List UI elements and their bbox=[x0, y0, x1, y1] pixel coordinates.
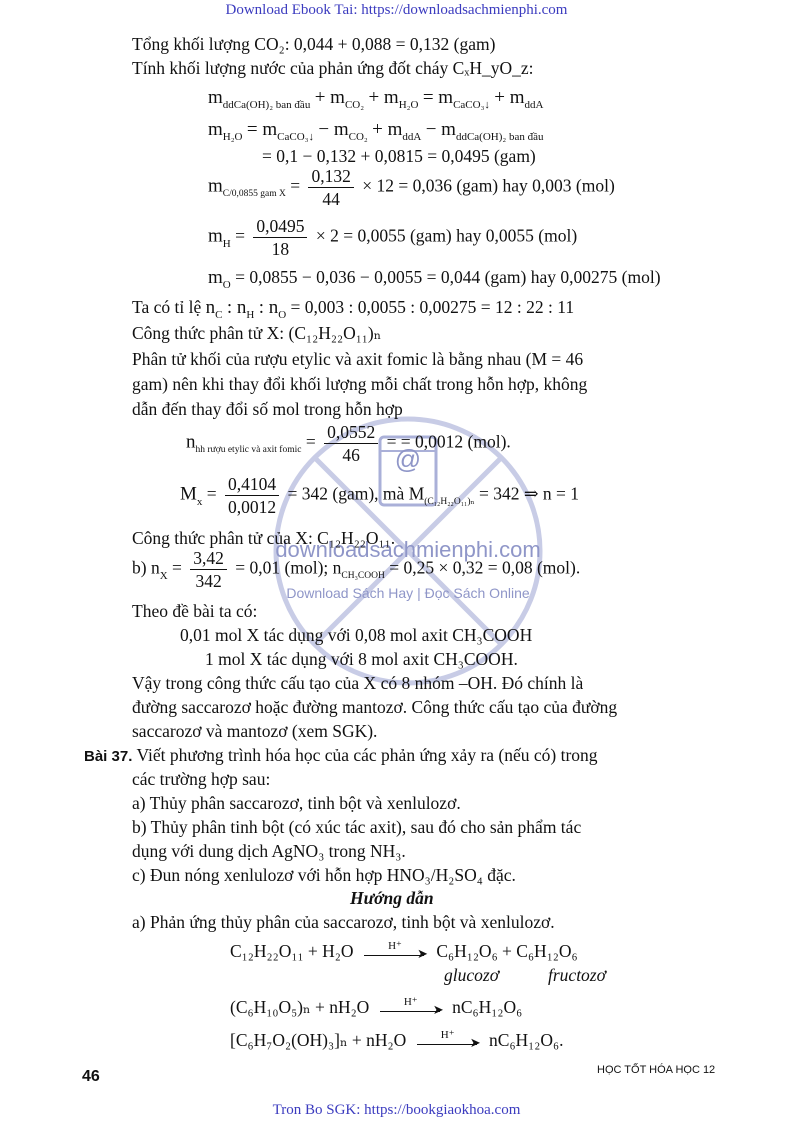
part-b-moles: b) $n_X$ = $\frac{3,42}{342}$ = 0,01 (mol); $n_{CH_3COOH} = 0,25 \times 0,32 = 0,08$ (mol). bbox=[132, 548, 581, 591]
download-header: Download Ebook Tai: https://downloadsachmienphi.com bbox=[225, 2, 568, 18]
conclusion-line-3: saccarozơ và mantozơ (xem SGK). bbox=[132, 721, 378, 741]
co2-total: Tổng khối lượng CO₂: 0,044 + 0,088 = 0,132 (gam) bbox=[132, 34, 496, 54]
guide-heading: Hướng dẫn bbox=[350, 888, 434, 908]
mixture-fraction: $\frac{0,0552}{46}$ bbox=[324, 422, 378, 465]
theo-de-bai: Theo đề bài ta có: bbox=[132, 601, 258, 621]
watermark-site: downloadsachmienphi.com bbox=[275, 537, 541, 562]
answer-a-intro: a) Phản ứng thủy phân của saccarozơ, tinh bột và xenlulozơ. bbox=[132, 912, 555, 932]
label-glucozo: glucozơ bbox=[444, 965, 500, 985]
carbon-mass-equation: $m_{C/0,0855 gam X}$ = $\frac{0,132}{44}$ × 12 = 0,036 (gam) hay 0,003 (mol) bbox=[208, 166, 615, 209]
exercise-37-cont: các trường hợp sau: bbox=[132, 769, 271, 789]
carbon-fraction: $\frac{0,132}{44}$ bbox=[308, 166, 353, 209]
reaction-arrow: H⁺ ➤ bbox=[380, 1003, 442, 1015]
hydrogen-mass-equation: $m_H$ = $\frac{0,0495}{18}$ × 2 = 0,0055 (gam) hay 0,0055 (mol) bbox=[208, 216, 578, 259]
watermark-glyph: @ bbox=[394, 444, 422, 474]
download-footer: Tron Bo SGK: https://bookgiaokhoa.com bbox=[272, 1102, 521, 1118]
water-mass-intro: Tính khối lượng nước của phản ứng đốt cháy CₓH_yO_z: bbox=[132, 58, 534, 78]
reaction-arrow: H⁺ ➤ bbox=[364, 947, 426, 959]
mole-ratio: Ta có tỉ lệ $n_C$ : $n_H$ : $n_O = 0,003$ : 0,0055 : 0,00275 = 12 : 22 : 11 bbox=[132, 297, 575, 321]
question-b-line-2: dụng với dung dịch AgNO₃ trong NH₃. bbox=[132, 841, 406, 861]
equation-water-mass: $m_{H_2O} = m_{CaCO_3↓} - m_{CO_2} + m_{ddA} - m_{ddCa(OH)_2 ban đầu}$ bbox=[208, 119, 544, 143]
molar-mass-equation: $M_x$ = $\frac{0,4104}{0,0012}$ = 342 (gam), mà $M_{(C_{12}H_{22}O_{11})_n} = 342$ ⇒ n = 1 bbox=[180, 474, 580, 517]
equation-mass-balance: $m_{ddCa(OH)_2 ban đầu} + m_{CO_2} + m_{H_2O} = m_{CaCO_3↓} + m_{ddA}$ bbox=[208, 87, 544, 111]
reaction-starch: (C₆H₁₀O₅)ₙ + nH₂O H⁺ ➤ nC₆H₁₂O₆ bbox=[230, 995, 523, 1018]
reaction-cellulose: [C₆H₇O₂(OH)₃]ₙ + nH₂O H⁺ ➤ nC₆H₁₂O₆. bbox=[230, 1028, 564, 1051]
watermark-tagline: Download Sách Hay | Đọc Sách Online bbox=[286, 585, 530, 601]
conclusion-line-2: đường saccarozơ hoặc đường mantozơ. Công thức cấu tạo của đường bbox=[132, 697, 618, 717]
exercise-37-heading: Bài 37. Viết phương trình hóa học của các phản ứng xảy ra (nếu có) trong bbox=[84, 745, 598, 765]
molar-mass-fraction: $\frac{0,4104}{0,0012}$ bbox=[225, 474, 279, 517]
reaction-sucrose: C₁₂H₂₂O₁₁ + H₂O H⁺ ➤ C₆H₁₂O₆ + C₆H₁₂O₆ bbox=[230, 939, 578, 962]
question-b-line-1: b) Thủy phân tinh bột (có xúc tác axit), sau đó cho sản phẩm tác bbox=[132, 817, 582, 837]
paragraph-line-3: dẫn đến thay đổi số mol trong hỗn hợp bbox=[132, 399, 403, 419]
running-title: HỌC TỐT HÓA HỌC 12 bbox=[597, 1064, 716, 1076]
hydrogen-fraction: $\frac{0,0495}{18}$ bbox=[253, 216, 307, 259]
question-c: c) Đun nóng xenlulozơ với hỗn hợp HNO₃/H₂SO₄ đặc. bbox=[132, 865, 516, 885]
page-number: 46 bbox=[82, 1068, 100, 1085]
conclusion-line-1: Vậy trong công thức cấu tạo của X có 8 nhóm –OH. Đó chính là bbox=[132, 673, 584, 693]
reaction-arrow: H⁺ ➤ bbox=[417, 1036, 479, 1048]
oxygen-mass-equation: $m_O = 0,0855 - 0,036 - 0,0055 = 0,044$ (gam) hay 0,00275 (mol) bbox=[208, 267, 661, 291]
reaction-ratio-2: 1 mol X tác dụng với 8 mol axit CH₃COOH. bbox=[205, 649, 518, 669]
molecular-formula: Công thức phân tử X: (C₁₂H₂₂O₁₁)ₙ bbox=[132, 323, 382, 343]
label-fructozo: fructozơ bbox=[548, 965, 606, 985]
paragraph-line-2: gam) nên khi thay đổi khối lượng mỗi chất trong hỗn hợp, không bbox=[132, 374, 588, 394]
mixture-moles-equation: $n_{hh rượu etylic và axit fomic}$ = $\frac{0,0552}{46}$ = = 0,0012 (mol). bbox=[186, 422, 511, 465]
paragraph-line-1: Phân tử khối của rượu etylic và axit fomic là bằng nhau (M = 46 bbox=[132, 349, 584, 369]
part-b-fraction: $\frac{3,42}{342}$ bbox=[190, 548, 227, 591]
reaction-ratio-1: 0,01 mol X tác dụng với 0,08 mol axit CH₃COOH bbox=[180, 625, 533, 645]
equation-water-result: = 0,1 − 0,132 + 0,0815 = 0,0495 (gam) bbox=[262, 146, 536, 166]
molecular-formula-final: Công thức phân tử của X: C₁₂H₂₂O₁₁. bbox=[132, 528, 396, 548]
question-a: a) Thủy phân saccarozơ, tinh bột và xenlulozơ. bbox=[132, 793, 461, 813]
